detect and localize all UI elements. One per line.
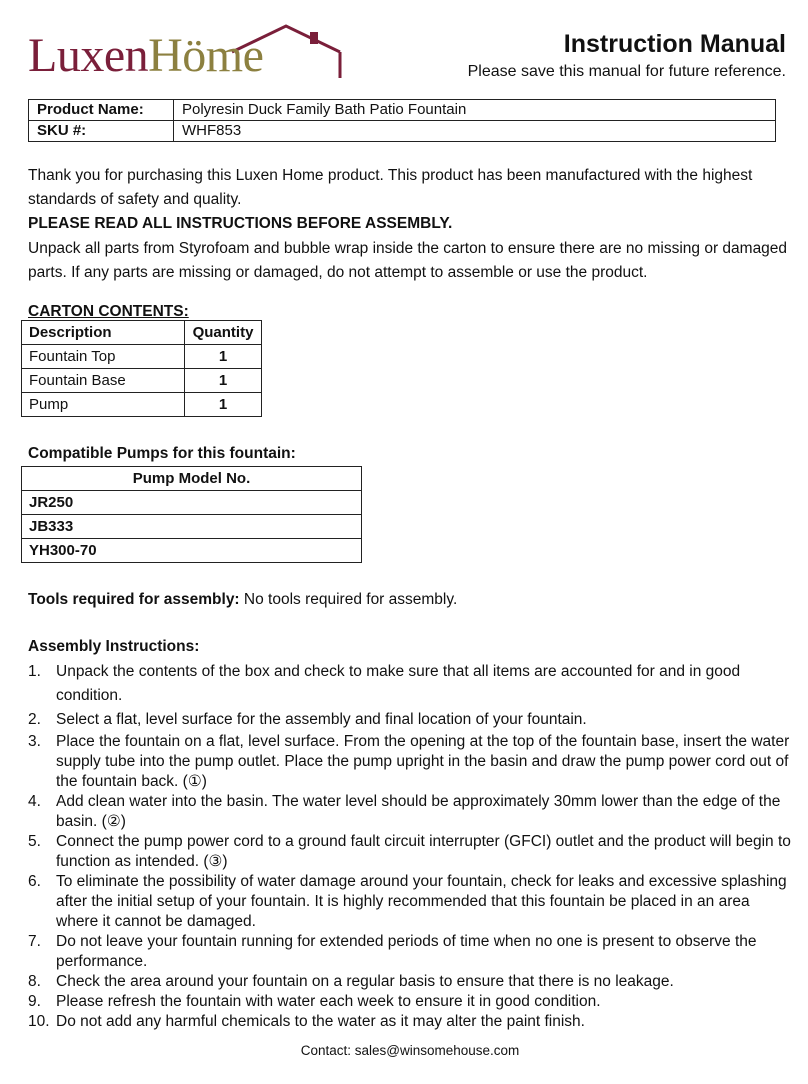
carton-item-quantity: 1 (185, 345, 262, 369)
list-item (28, 708, 793, 732)
step-text: Add clean water into the basin. The water level should be approximately 30mm lower than the edge of the basin. (②) (56, 793, 781, 830)
carton-contents-table (21, 320, 262, 417)
carton-item-quantity: 1 (185, 393, 262, 417)
logo-wordmark (28, 30, 263, 82)
step-number: 2. (28, 711, 41, 728)
step-number: 5. (28, 833, 41, 850)
intro-warning: PLEASE READ ALL INSTRUCTIONS BEFORE ASSEMBLY. (28, 215, 453, 232)
contact-footer: Contact: sales@winsomehouse.com (300, 1043, 520, 1058)
list-item (28, 872, 793, 932)
pump-model: JR250 (22, 491, 362, 515)
step-text: Please refresh the fountain with water each week to ensure it in good condition. (56, 993, 601, 1010)
table-row (22, 393, 262, 417)
document-title: Instruction Manual (563, 30, 786, 58)
carton-heading: CARTON CONTENTS: (28, 303, 189, 320)
table-header-row (22, 467, 362, 491)
step-text: Do not add any harmful chemicals to the water as it may alter the paint finish. (56, 1013, 585, 1030)
logo-word-luxen: Luxen (28, 29, 149, 82)
assembly-heading: Assembly Instructions: (28, 638, 200, 655)
step-text: Place the fountain on a flat, level surface. From the opening at the top of the fountain base, insert the water supply tube into the pump outlet. Place the pump upright in the basin and draw the pump power cord out of the fountain back. (①) (56, 733, 790, 790)
step-text: Select a flat, level surface for the assembly and final location of your fountain. (56, 711, 587, 728)
intro-unpack: Unpack all parts from Styrofoam and bubble wrap inside the carton to ensure there are no missing or damaged parts. If any parts are missing or damaged, do not attempt to assemble or use the product. (28, 240, 788, 281)
product-name-label: Product Name: (29, 100, 174, 121)
list-item (28, 660, 793, 708)
table-row (29, 121, 776, 142)
carton-item-description: Pump (22, 393, 185, 417)
list-item (28, 832, 793, 872)
pump-model: JB333 (22, 515, 362, 539)
table-row (22, 539, 362, 563)
list-item (28, 932, 793, 972)
carton-item-quantity: 1 (185, 369, 262, 393)
step-number: 4. (28, 793, 41, 810)
pump-model: YH300-70 (22, 539, 362, 563)
document-subtitle: Please save this manual for future reference. (467, 63, 786, 80)
table-row (29, 100, 776, 121)
step-text: Check the area around your fountain on a regular basis to ensure that there is no leakage. (56, 973, 674, 990)
step-text: To eliminate the possibility of water damage around your fountain, check for leaks and excessive splashing after the initial setup of your fountain. It is highly recommended that this fountain be placed in an area where it cannot be damaged. (56, 873, 787, 930)
table-row (22, 345, 262, 369)
step-text: Do not leave your fountain running for extended periods of time when no one is present to observe the performance. (56, 933, 757, 970)
col-quantity: Quantity (185, 321, 262, 345)
col-pump-model: Pump Model No. (22, 467, 362, 491)
step-number: 7. (28, 933, 41, 950)
col-description: Description (22, 321, 185, 345)
step-number: 10. (28, 1013, 50, 1030)
tools-line (28, 588, 788, 612)
tools-value: No tools required for assembly. (239, 591, 458, 608)
step-number: 3. (28, 733, 41, 750)
list-item (28, 992, 793, 1012)
pumps-heading: Compatible Pumps for this fountain: (28, 445, 296, 462)
product-name-value: Polyresin Duck Family Bath Patio Fountain (174, 100, 776, 121)
logo-word-home: Höme (148, 29, 264, 82)
intro-thank-you: Thank you for purchasing this Luxen Home product. This product has been manufactured with the highest standards of safety and quality. (28, 167, 753, 208)
list-item (28, 792, 793, 832)
product-info-table (28, 99, 776, 142)
luxen-home-logo (28, 22, 328, 82)
carton-item-description: Fountain Base (22, 369, 185, 393)
sku-label: SKU #: (29, 121, 174, 142)
list-item (28, 972, 793, 992)
step-text: Unpack the contents of the box and check to make sure that all items are accounted for and in good condition. (56, 663, 741, 704)
compatible-pumps-table (21, 466, 362, 563)
list-item (28, 732, 793, 792)
step-text: Connect the pump power cord to a ground fault circuit interrupter (GFCI) outlet and the product will begin to function as intended. (③) (56, 833, 791, 870)
table-row (22, 515, 362, 539)
step-number: 8. (28, 973, 41, 990)
assembly-steps-list (28, 660, 793, 1032)
list-item (28, 1012, 793, 1032)
tools-label: Tools required for assembly: (28, 591, 240, 608)
step-number: 6. (28, 873, 41, 890)
table-row (22, 491, 362, 515)
table-header-row (22, 321, 262, 345)
sku-value: WHF853 (174, 121, 776, 142)
step-number: 9. (28, 993, 41, 1010)
table-row (22, 369, 262, 393)
carton-item-description: Fountain Top (22, 345, 185, 369)
step-number: 1. (28, 663, 41, 680)
